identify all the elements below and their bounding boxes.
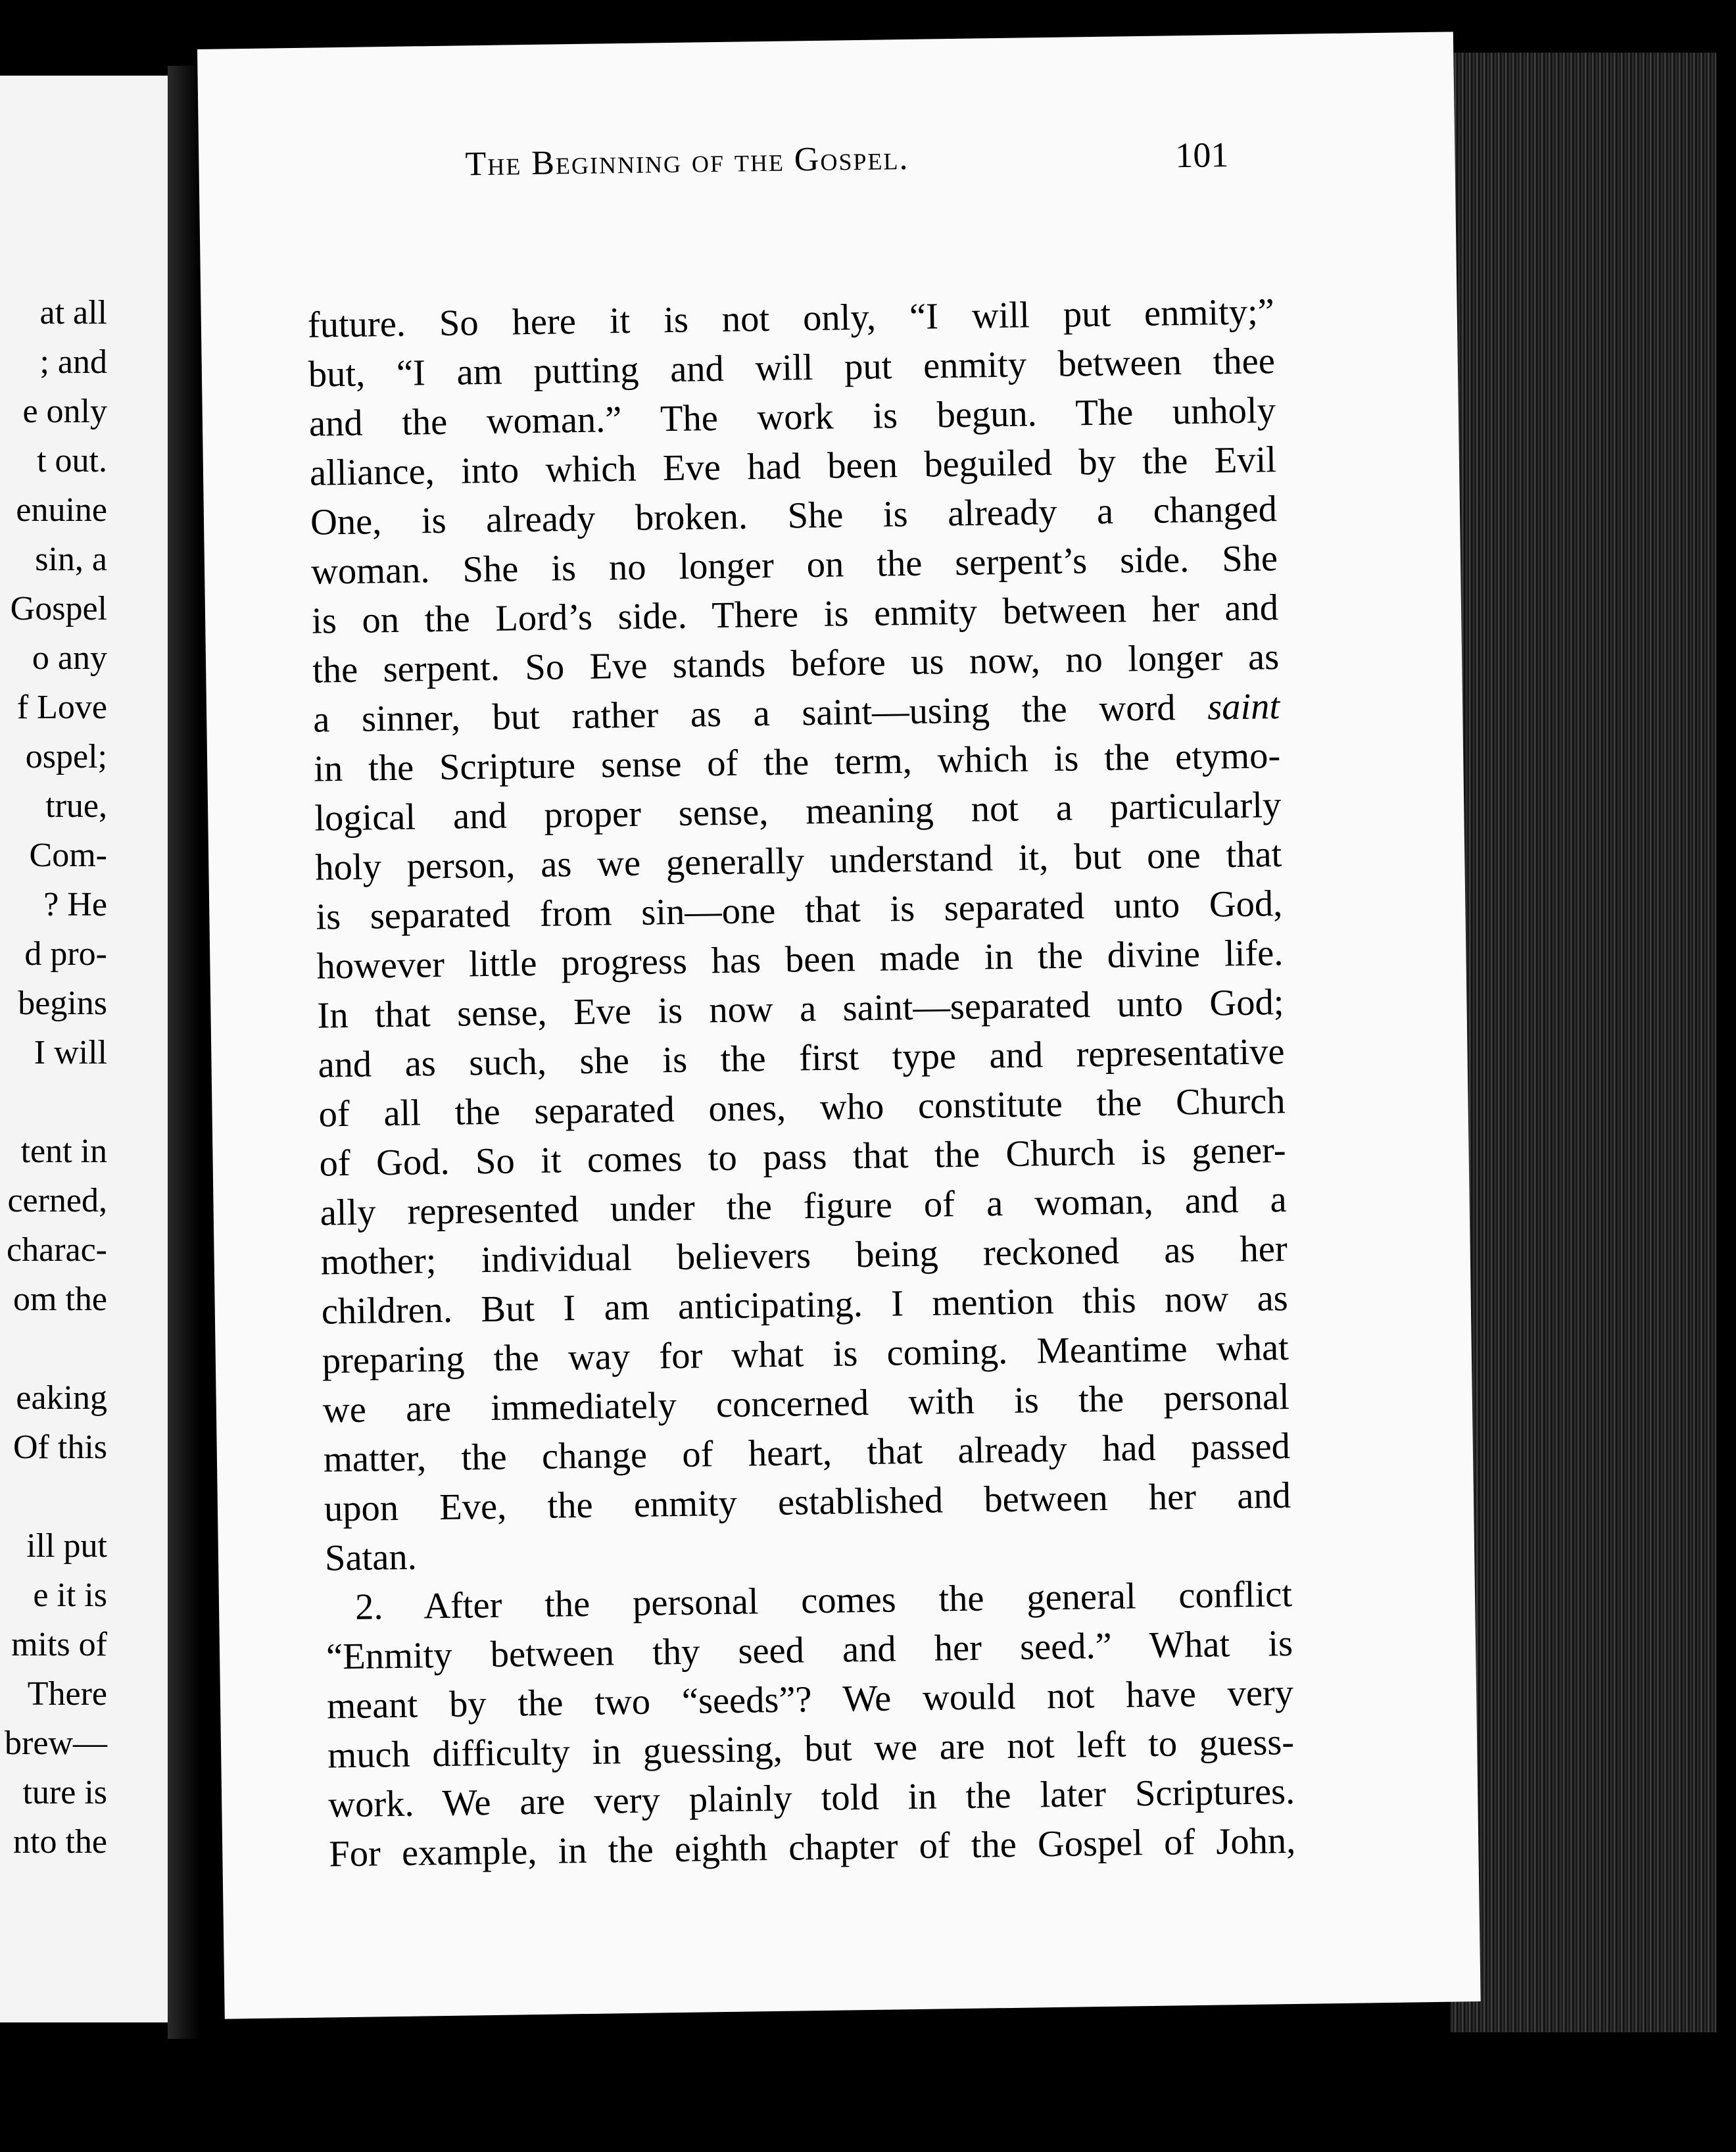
- text-line: work. We are very plainly told in the later Scriptures.: [327, 1771, 1295, 1826]
- left-page-fragment: o any: [32, 639, 107, 677]
- text-run: a sinner, but rather as a saint—using the word: [312, 687, 1176, 741]
- left-page-fragment: Com-: [29, 837, 107, 874]
- text-line: alliance, into which Eve had been beguiled by the Evil: [309, 439, 1277, 494]
- text-line: and as such, she is the first type and representative: [318, 1031, 1285, 1086]
- book-page: [197, 32, 1481, 2018]
- left-page-fragment: true,: [45, 787, 107, 825]
- left-page-fragment: begins: [18, 985, 107, 1022]
- text-line: of God. So it comes to pass that the Church is gener-: [319, 1130, 1286, 1185]
- left-page-fragment: d pro-: [24, 935, 107, 973]
- left-page-fragment: I will: [34, 1034, 107, 1071]
- italic-word: saint: [1207, 686, 1280, 728]
- text-line: woman. She is no longer on the serpent’s side. She: [310, 538, 1278, 593]
- left-page-fragment: enuine: [16, 491, 107, 529]
- left-page-fragment: at all: [39, 294, 107, 331]
- text-line: the serpent. So Eve stands before us now, no longer as: [312, 637, 1280, 691]
- text-line: preparing the way for what is coming. Meantime what: [322, 1327, 1290, 1382]
- text-line: For example, in the eighth chapter of the Gospel of John,: [328, 1820, 1296, 1875]
- left-page-fragment: sin, a: [35, 541, 107, 578]
- left-page-fragment: ill put: [26, 1527, 107, 1565]
- text-line: holy person, as we generally understand it, but one that: [314, 834, 1282, 889]
- page-number: 101: [1174, 135, 1229, 176]
- left-page-fragment: t out.: [37, 442, 107, 479]
- text-line: One, is already broken. She is already a changed: [310, 489, 1278, 543]
- book-gutter: [168, 66, 199, 2039]
- left-page-fragment: mits of: [11, 1626, 107, 1663]
- text-line: Satan.: [324, 1536, 418, 1579]
- left-page-fragment: eaking: [16, 1379, 107, 1417]
- text-line: ally represented under the figure of a woman, and a: [320, 1179, 1288, 1234]
- left-page-fragment: e it is: [33, 1577, 107, 1614]
- left-page-fragment: tent in: [20, 1133, 107, 1170]
- text-line: however little progress has been made in the divine life.: [316, 933, 1284, 987]
- left-page-fragment: ospel;: [25, 738, 107, 775]
- left-page-fragment: nto the: [13, 1823, 107, 1861]
- left-facing-page: [0, 76, 168, 2022]
- left-page-fragment: f Love: [16, 689, 107, 726]
- text-line: of all the separated ones, who constitute the Church: [318, 1081, 1286, 1135]
- text-line: much difficulty in guessing, but we are not left to guess-: [327, 1721, 1295, 1776]
- text-line: In that sense, Eve is now a saint—separated unto God;: [317, 982, 1284, 1037]
- text-line: upon Eve, the enmity established between her and: [324, 1475, 1291, 1530]
- text-line: 2. After the personal comes the general conflict: [354, 1573, 1293, 1628]
- text-line: matter, the change of heart, that already had passed: [323, 1426, 1291, 1480]
- text-line: meant by the two “seeds”? We would not have very: [326, 1672, 1294, 1727]
- text-line: is separated from sin—one that is separated unto God,: [316, 883, 1283, 938]
- left-page-fragment: brew—: [5, 1724, 107, 1762]
- left-page-fragment: There: [27, 1675, 107, 1713]
- text-line: logical and proper sense, meaning not a particularly: [314, 785, 1282, 839]
- text-line: “Enmity between thy seed and her seed.” What is: [326, 1623, 1293, 1678]
- left-page-fragment: om the: [13, 1281, 107, 1318]
- left-page-fragment: ? He: [43, 886, 107, 923]
- running-title: The Beginning of the Gospel.: [465, 139, 909, 183]
- text-line: in the Scripture sense of the term, which is the etymo-: [313, 735, 1281, 790]
- page-edges: [1450, 53, 1716, 2032]
- left-page-fragment: e only: [22, 393, 107, 430]
- left-page-fragment: Of this: [13, 1429, 107, 1466]
- left-page-fragment: ; and: [39, 343, 107, 381]
- text-line: future. So here it is not only, “I will put enmity;”: [307, 291, 1275, 346]
- left-page-fragment: charac-: [7, 1231, 107, 1269]
- left-page-fragment: cerned,: [7, 1182, 107, 1219]
- text-line: children. But I am anticipating. I mention this now as: [321, 1278, 1289, 1333]
- text-line: we are immediately concerned with is the personal: [322, 1377, 1290, 1431]
- body-text: [307, 287, 1295, 1879]
- running-header: [268, 134, 1242, 207]
- left-page-fragment: Gospel: [10, 590, 107, 627]
- text-line: is on the Lord’s side. There is enmity between her and: [311, 587, 1279, 642]
- text-line: mother; individual believers being reckoned as her: [320, 1229, 1288, 1283]
- text-line: but, “I am putting and will put enmity between thee: [308, 341, 1276, 395]
- text-line: and the woman.” The work is begun. The unholy: [308, 390, 1276, 445]
- left-page-fragment: ture is: [22, 1774, 107, 1811]
